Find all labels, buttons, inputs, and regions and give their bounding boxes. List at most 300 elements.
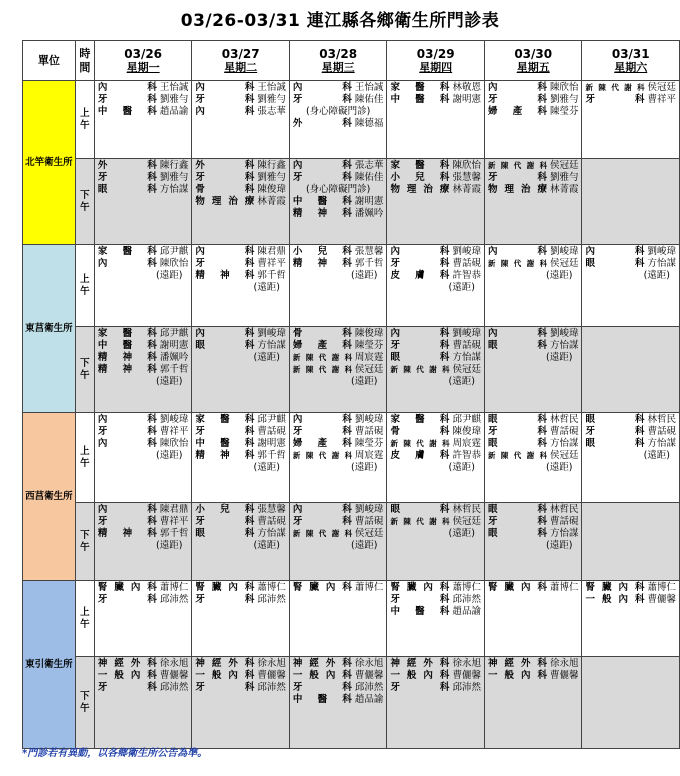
department-label: 內科 (292, 82, 352, 93)
doctor-entry (195, 258, 286, 270)
doctor-entry (390, 328, 481, 340)
department-label: 牙科 (97, 172, 157, 183)
period-label: 下午 (75, 503, 94, 581)
doctor-entry (293, 160, 384, 172)
doctor-name: 方怡謀 (549, 340, 579, 351)
department-label: 小兒科 (390, 172, 450, 183)
remark-note: (遠距) (351, 540, 378, 551)
doctor-name: 邱尹麒 (159, 328, 189, 339)
department-label: 中醫科 (292, 694, 352, 705)
doctor-entry (195, 328, 286, 340)
doctor-entry (390, 504, 481, 516)
doctor-name: 蕭博仁 (354, 582, 384, 593)
doctor-name: 曹話硯 (452, 258, 481, 269)
department-label: 腎臟內科 (97, 582, 157, 593)
doctor-name: 劉峻瑋 (647, 246, 676, 257)
doctor-entry (488, 246, 579, 258)
doctor-entry (195, 196, 286, 208)
schedule-cell (192, 245, 290, 327)
doctor-name: 趙品諭 (452, 606, 481, 617)
doctor-entry (488, 438, 579, 450)
doctor-entry (195, 172, 286, 184)
remark-note: (遠距) (546, 352, 573, 363)
doctor-entry (98, 516, 189, 528)
department-label: 牙科 (292, 516, 352, 527)
day-week: 星期四 (419, 60, 453, 74)
doctor-entry (390, 682, 481, 694)
remark-note: (遠距) (351, 462, 378, 473)
schedule-cell (582, 581, 680, 657)
schedule-cell (289, 159, 387, 245)
period-label: 下午 (75, 159, 94, 245)
department-label: 牙科 (195, 516, 255, 527)
doctor-name: 劉雅勻 (159, 94, 189, 105)
doctor-entry (195, 658, 286, 670)
doctor-name: 趙品諭 (159, 106, 189, 117)
department-label: 一般內科 (195, 670, 255, 681)
department-label: 牙科 (195, 682, 255, 693)
doctor-entry (293, 82, 384, 94)
department-label: 內科 (487, 82, 547, 93)
doctor-name: 陳欣怡 (549, 82, 579, 93)
doctor-entry (390, 270, 481, 282)
doctor-entry (390, 352, 481, 364)
doctor-entry (195, 82, 286, 94)
doctor-entry (390, 94, 481, 106)
doctor-entry (98, 438, 189, 450)
department-label: 內科 (195, 246, 255, 257)
department-label: 牙科 (585, 426, 645, 437)
department-label: 神經外科 (487, 658, 547, 669)
schedule-cell (192, 657, 290, 749)
department-label: 眼科 (585, 438, 645, 449)
department-label: 眼科 (390, 352, 450, 363)
doctor-entry (390, 516, 481, 528)
doctor-name: 曹話硯 (257, 426, 286, 437)
day-date: 03/30 (514, 46, 553, 61)
doctor-name: 侯冠廷 (354, 528, 384, 539)
department-label: 新陳代謝科 (292, 365, 352, 374)
schedule-cell (484, 81, 582, 159)
doctor-name: 劉雅勻 (549, 172, 579, 183)
doctor-entry (98, 364, 189, 376)
doctor-entry (195, 594, 286, 606)
department-label: 新陳代謝科 (487, 259, 547, 268)
department-label: 眼科 (487, 528, 547, 539)
department-label: 內科 (292, 160, 352, 171)
schedule-row-pm (23, 159, 680, 245)
doctor-entry (585, 426, 676, 438)
doctor-name: 劉雅勻 (549, 94, 579, 105)
department-label: 眼科 (487, 414, 547, 425)
schedule-cell (289, 327, 387, 413)
remark-note: (遠距) (253, 282, 280, 293)
department-label: 家醫科 (195, 414, 255, 425)
doctor-name: 林哲民 (549, 414, 579, 425)
department-label: 牙科 (390, 340, 450, 351)
remark-note: (遠距) (253, 462, 280, 473)
doctor-entry (195, 438, 286, 450)
schedule-cell (484, 657, 582, 749)
department-label: 中醫科 (97, 340, 157, 351)
department-label: 內科 (195, 106, 255, 117)
doctor-name: 曹話硯 (354, 516, 384, 527)
doctor-name: 侯冠廷 (549, 160, 579, 171)
schedule-cell (484, 413, 582, 503)
day-date: 03/26 (124, 46, 163, 61)
department-label: 牙科 (195, 258, 255, 269)
schedule-row-pm (23, 327, 680, 413)
clinic-name: 北竿衛生所 (23, 81, 76, 245)
doctor-name: 邱沛然 (159, 594, 189, 605)
doctor-name: 曹話硯 (257, 516, 286, 527)
period-label: 下午 (75, 327, 94, 413)
doctor-entry (98, 172, 189, 184)
department-label: 內科 (487, 328, 547, 339)
day-week: 星期一 (126, 60, 160, 74)
doctor-name: 郭千哲 (257, 270, 286, 281)
doctor-name: 邱沛然 (354, 682, 384, 693)
schedule-cell (94, 245, 192, 327)
remark-note: (遠距) (253, 352, 280, 363)
day-week: 星期六 (614, 60, 648, 74)
doctor-entry (195, 94, 286, 106)
doctor-name: 林哲民 (647, 414, 676, 425)
department-label: 眼科 (487, 504, 547, 515)
schedule-cell (94, 413, 192, 503)
schedule-cell (289, 581, 387, 657)
doctor-entry (390, 172, 481, 184)
doctor-entry (195, 682, 286, 694)
department-label: 一般內科 (487, 670, 547, 681)
remark-note: (遠距) (448, 528, 475, 539)
doctor-name: 郭千哲 (159, 364, 189, 375)
doctor-entry (293, 196, 384, 208)
department-label: 物理治療 (195, 196, 255, 207)
doctor-entry (293, 426, 384, 438)
doctor-entry (488, 414, 579, 426)
department-label: 新陳代謝科 (390, 517, 450, 526)
department-label: 牙科 (585, 94, 645, 105)
doctor-name: 陳欣怡 (159, 438, 189, 449)
day-header (192, 41, 290, 81)
department-label: 腎臟內科 (585, 582, 645, 593)
doctor-name: 王怡誠 (257, 82, 286, 93)
doctor-entry (98, 94, 189, 106)
department-label: 家醫科 (97, 328, 157, 339)
doctor-entry (98, 670, 189, 682)
doctor-entry (390, 160, 481, 172)
department-label: 眼科 (585, 258, 645, 269)
doctor-name: 徐永旭 (452, 658, 481, 669)
schedule-cell (582, 245, 680, 327)
remark-note: (遠距) (643, 270, 670, 281)
department-label: 腎臟內科 (195, 582, 255, 593)
day-header (582, 41, 680, 81)
doctor-entry (488, 160, 579, 172)
department-label: 新陳代謝科 (292, 353, 352, 362)
doctor-entry (585, 94, 676, 106)
schedule-row-am (23, 81, 680, 159)
doctor-name: 方怡謀 (549, 438, 579, 449)
doctor-name: 蕭博仁 (257, 582, 286, 593)
doctor-entry (293, 438, 384, 450)
doctor-entry (98, 246, 189, 258)
day-week: 星期五 (516, 60, 550, 74)
doctor-name: 方怡謀 (647, 258, 676, 269)
doctor-name: 陳行鑫 (159, 160, 189, 171)
doctor-name: 徐永旭 (354, 658, 384, 669)
doctor-name: 蕭博仁 (549, 582, 579, 593)
doctor-entry (293, 172, 384, 184)
department-label: 新陳代謝科 (487, 161, 547, 170)
schedule-cell (289, 81, 387, 159)
department-label: 內科 (195, 82, 255, 93)
department-label: 牙科 (97, 516, 157, 527)
doctor-entry (488, 328, 579, 340)
doctor-name: 曹話硯 (452, 340, 481, 351)
doctor-name: 方怡謀 (452, 352, 481, 363)
department-label: 精神科 (97, 528, 157, 539)
schedule-cell (484, 503, 582, 581)
doctor-name: 邱沛然 (257, 682, 286, 693)
doctor-entry (195, 184, 286, 196)
doctor-name: 曹祥平 (257, 258, 286, 269)
doctor-name: 邱沛然 (257, 594, 286, 605)
doctor-name: 方怡謀 (257, 528, 286, 539)
header-row (23, 41, 680, 81)
schedule-cell (192, 503, 290, 581)
doctor-name: 邱沛然 (452, 594, 481, 605)
doctor-entry (390, 340, 481, 352)
period-label: 上午 (75, 245, 94, 327)
schedule-cell (94, 159, 192, 245)
remark-note: (遠距) (351, 376, 378, 387)
department-label: 新陳代謝科 (390, 439, 450, 448)
remark-note: (身心障礙門診) (305, 106, 371, 117)
department-label: 新陳代謝科 (487, 451, 547, 460)
department-label: 腎臟內科 (390, 582, 450, 593)
doctor-name: 張志華 (354, 160, 384, 171)
doctor-name: 劉峻瑋 (354, 504, 384, 515)
doctor-entry (585, 594, 676, 606)
doctor-name: 徐永旭 (257, 658, 286, 669)
schedule-cell (192, 327, 290, 413)
department-label: 中醫科 (195, 438, 255, 449)
doctor-name: 張志華 (257, 106, 286, 117)
doctor-entry (98, 82, 189, 94)
doctor-entry (293, 94, 384, 106)
department-label: 內科 (97, 258, 157, 269)
doctor-name: 張慧馨 (257, 504, 286, 515)
department-label: 家醫科 (390, 82, 450, 93)
doctor-entry (390, 426, 481, 438)
department-label: 物理治療 (487, 184, 547, 195)
schedule-cell (94, 503, 192, 581)
schedule-cell (192, 159, 290, 245)
schedule-row-pm (23, 657, 680, 749)
schedule-cell (484, 159, 582, 245)
doctor-entry (195, 516, 286, 528)
department-label: 內科 (97, 504, 157, 515)
doctor-name: 劉雅勻 (257, 172, 286, 183)
remark-note: (遠距) (351, 270, 378, 281)
department-label: 內科 (292, 414, 352, 425)
department-label: 一般內科 (585, 594, 645, 605)
doctor-name: 徐永旭 (549, 658, 579, 669)
doctor-name: 陳俊瑋 (257, 184, 286, 195)
remark-note: (遠距) (155, 376, 183, 387)
doctor-name: 許智恭 (452, 270, 481, 281)
remark-note: (遠距) (448, 462, 475, 473)
department-label: 內科 (390, 246, 450, 257)
department-label: 牙科 (487, 94, 547, 105)
clinic-name: 東引衛生所 (23, 581, 76, 749)
department-label: 牙科 (195, 94, 255, 105)
department-label: 物理治療 (390, 184, 450, 195)
department-label: 皮膚科 (390, 270, 450, 281)
schedule-row-am (23, 413, 680, 503)
department-label: 中醫科 (390, 606, 450, 617)
department-label: 骨科 (195, 184, 255, 195)
doctor-name: 林菁霞 (257, 196, 286, 207)
remark-note: (遠距) (546, 540, 573, 551)
schedule-cell (387, 159, 485, 245)
day-date: 03/31 (611, 46, 650, 61)
remark-note: (遠距) (155, 270, 183, 281)
doctor-name: 潘姵吟 (159, 352, 189, 363)
department-label: 牙科 (97, 426, 157, 437)
department-label: 牙科 (390, 682, 450, 693)
doctor-entry (488, 582, 579, 594)
doctor-entry (293, 670, 384, 682)
department-label: 牙科 (195, 426, 255, 437)
schedule-cell (582, 81, 680, 159)
doctor-entry (390, 594, 481, 606)
doctor-entry (293, 364, 384, 376)
doctor-name: 侯冠廷 (452, 516, 481, 527)
doctor-entry (585, 82, 676, 94)
department-label: 內科 (585, 246, 645, 257)
doctor-entry (98, 504, 189, 516)
doctor-entry (293, 118, 384, 130)
remark-note: (遠距) (448, 376, 475, 387)
department-label: 中醫科 (390, 94, 450, 105)
remark-note: (遠距) (546, 462, 573, 473)
doctor-entry (98, 426, 189, 438)
doctor-name: 劉雅勻 (159, 172, 189, 183)
schedule-cell (387, 245, 485, 327)
doctor-entry (488, 172, 579, 184)
doctor-entry (488, 528, 579, 540)
doctor-entry (293, 258, 384, 270)
department-label: 一般內科 (390, 670, 450, 681)
doctor-entry (585, 246, 676, 258)
department-label: 神經外科 (390, 658, 450, 669)
doctor-name: 邱尹麒 (159, 246, 189, 257)
department-label: 牙科 (97, 682, 157, 693)
doctor-entry (195, 582, 286, 594)
doctor-entry (293, 658, 384, 670)
department-label: 外科 (97, 160, 157, 171)
schedule-cell (192, 581, 290, 657)
doctor-entry (488, 658, 579, 670)
department-label: 新陳代謝科 (292, 529, 352, 538)
doctor-name: 邱沛然 (159, 682, 189, 693)
doctor-entry (195, 270, 286, 282)
doctor-name: 陳佑佳 (354, 94, 384, 105)
doctor-name: 曹儷馨 (159, 670, 189, 681)
schedule-cell (387, 413, 485, 503)
doctor-name: 潘姵吟 (354, 208, 384, 219)
department-label: 家醫科 (390, 160, 450, 171)
department-label: 精神科 (292, 258, 352, 269)
doctor-entry (195, 426, 286, 438)
doctor-name: 方怡謀 (549, 528, 579, 539)
department-label: 新陳代謝科 (585, 83, 645, 92)
doctor-entry (390, 364, 481, 376)
department-label: 牙科 (292, 172, 352, 183)
clinic-name: 西莒衛生所 (23, 413, 76, 581)
department-label: 牙科 (292, 682, 352, 693)
doctor-name: 林哲民 (549, 504, 579, 515)
doctor-name: 趙品諭 (354, 694, 384, 705)
doctor-entry (98, 528, 189, 540)
department-label: 骨科 (390, 426, 450, 437)
header-time: 時間 (75, 41, 94, 81)
doctor-entry (488, 82, 579, 94)
doctor-name: 曹儷馨 (647, 594, 676, 605)
doctor-entry (98, 106, 189, 118)
doctor-name: 侯冠廷 (549, 258, 579, 269)
period-label: 下午 (75, 657, 94, 749)
department-label: 眼科 (97, 184, 157, 195)
doctor-name: 陳佑佳 (354, 172, 384, 183)
doctor-entry (98, 340, 189, 352)
department-label: 內科 (487, 246, 547, 257)
schedule-row-am (23, 245, 680, 327)
department-label: 精神科 (97, 364, 157, 375)
doctor-name: 侯冠廷 (452, 364, 481, 375)
department-label: 牙科 (487, 516, 547, 527)
schedule-row-am (23, 581, 680, 657)
day-header (289, 41, 387, 81)
department-label: 家醫科 (97, 246, 157, 257)
doctor-name: 郭千哲 (354, 258, 384, 269)
department-label: 皮膚科 (390, 450, 450, 461)
schedule-cell (387, 503, 485, 581)
department-label: 家醫科 (390, 414, 450, 425)
doctor-entry (98, 258, 189, 270)
schedule-cell (387, 657, 485, 749)
department-label: 新陳代謝科 (292, 451, 352, 460)
department-label: 小兒科 (292, 246, 352, 257)
doctor-name: 陳欣怡 (159, 258, 189, 269)
doctor-name: 劉峻瑋 (452, 328, 481, 339)
department-label: 一般內科 (292, 670, 352, 681)
doctor-name: 曹儷馨 (257, 670, 286, 681)
schedule-cell (289, 657, 387, 749)
department-label: 牙科 (390, 594, 450, 605)
department-label: 外科 (292, 118, 352, 129)
schedule-cell (484, 245, 582, 327)
doctor-entry (98, 184, 189, 196)
doctor-name: 侯冠廷 (549, 450, 579, 461)
doctor-name: 方怡謀 (647, 438, 676, 449)
doctor-entry (390, 606, 481, 618)
department-label: 骨科 (292, 328, 352, 339)
doctor-name: 周宸霆 (452, 438, 481, 449)
